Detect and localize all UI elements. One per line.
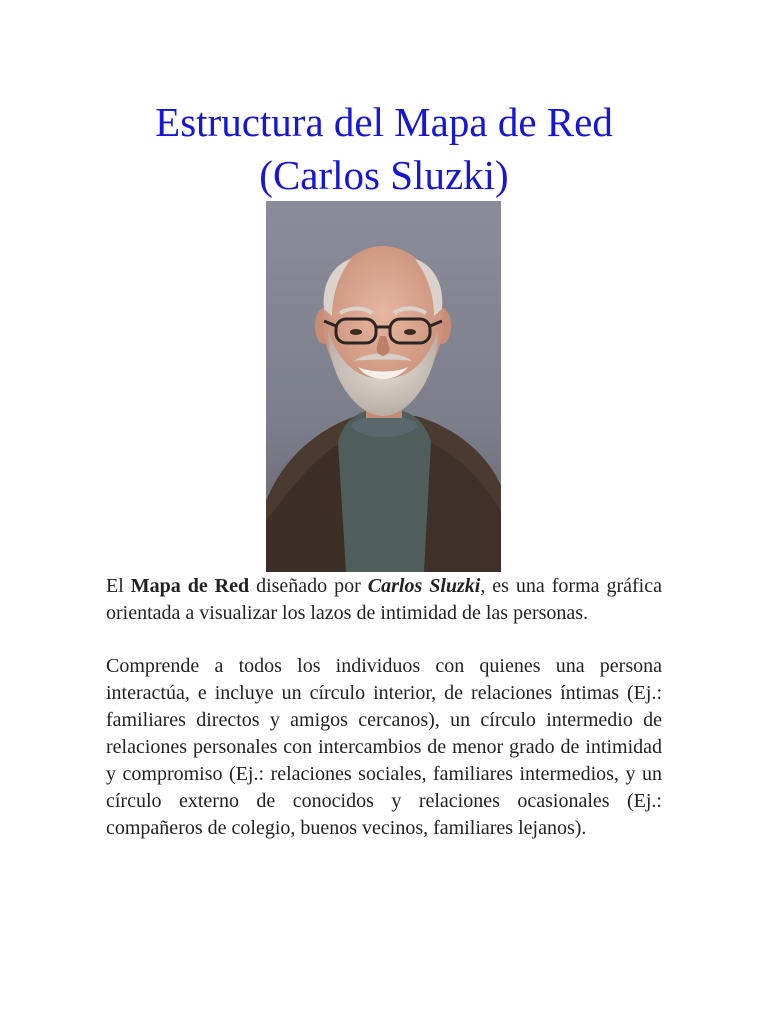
portrait-photo [266,201,501,572]
body-text [106,573,662,842]
title-line-2: (Carlos Sluzki) [259,152,509,198]
intro-text-1: El [106,575,131,597]
page-title [0,96,768,202]
term-mapa-de-red: Mapa de Red [130,575,250,597]
title-line-1: Estructura del Mapa de Red [155,99,613,145]
author-name: Carlos Sluzki [367,575,481,597]
intro-text-3: , es una forma gráfica orientada a visualizar los lazos de intimidad de las personas. [106,575,662,624]
paragraph-intro [106,573,662,627]
intro-text-2: diseñado por [249,575,368,597]
paragraph-description: Comprende a todos los individuos con quienes una persona interactúa, e incluye un círculo interior, de relaciones íntimas (Ej.: familiares directos y amigos cercanos), un círculo intermedio de relaciones personales con intercambios de menor grado de intimidad y compromiso (Ej.: relaciones sociales, familiares intermedios, y un círculo externo de conocidos y relaciones ocasionales (Ej.: compañeros de colegio, buenos vecinos, familiares lejanos). [106,655,662,839]
